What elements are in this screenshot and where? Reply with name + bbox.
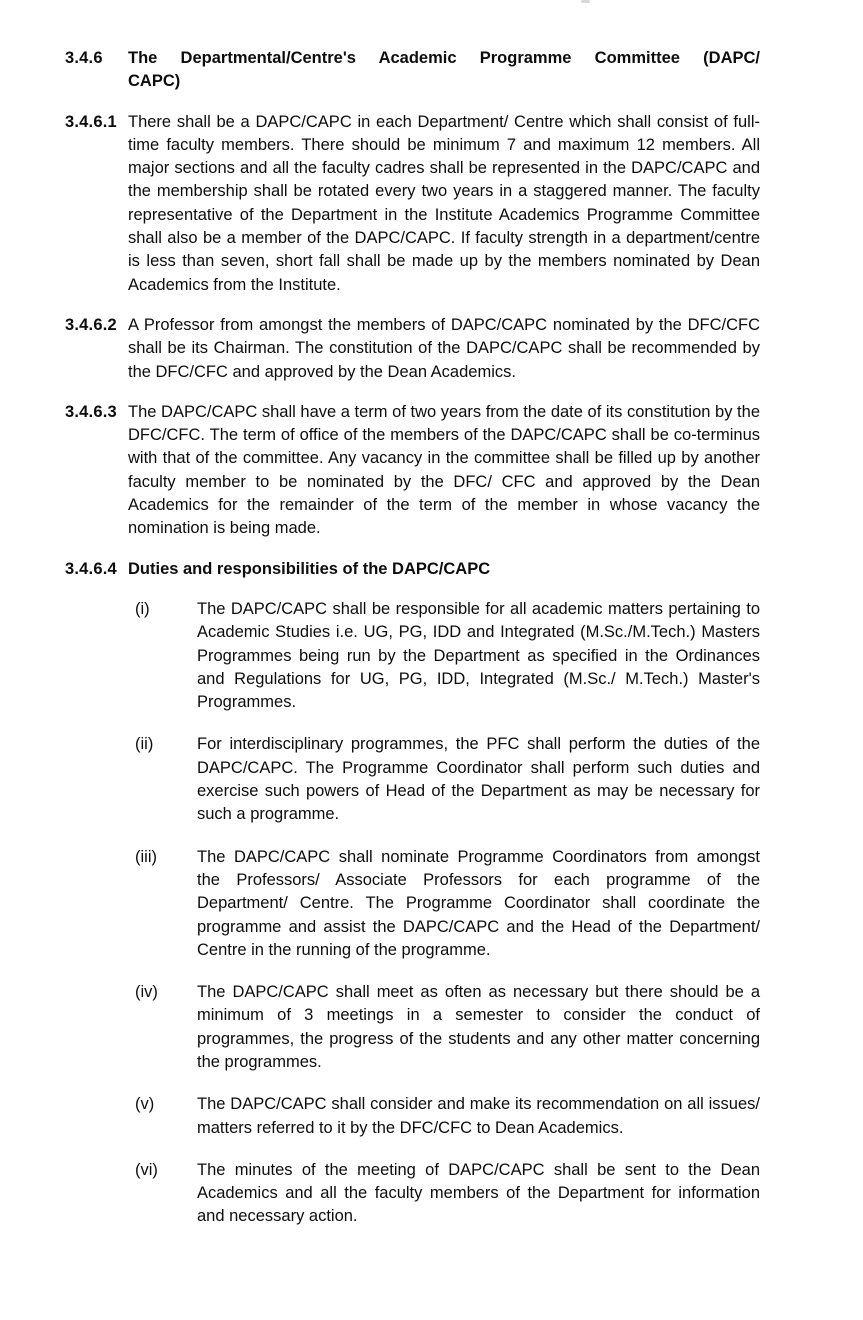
clause-number: 3.4.6.2 [65, 315, 117, 334]
duty-item-ii [128, 733, 760, 826]
duty-marker: (iv) [135, 983, 158, 1002]
duty-item-i [128, 598, 760, 714]
duty-item-iv [128, 981, 760, 1074]
subheading-text: Duties and responsibilities of the DAPC/CAPC [128, 559, 491, 578]
duty-item-iii [128, 846, 760, 962]
clause-number: 3.4.6.1 [65, 112, 117, 131]
clause-3-4-6-4-subheading [65, 558, 760, 581]
duty-marker: (vi) [135, 1160, 158, 1179]
duty-text: The DAPC/CAPC shall nominate Programme Coordinators from amongst the Professors/ Associate Professors for each programme of the Department/ Centre. The Programme Coordinator shall coordinate the programme and assist the DAPC/CAPC and the Head of the Department/ Centre in the running of the programme. [197, 847, 760, 959]
duty-text: The DAPC/CAPC shall consider and make its recommendation on all issues/ matters referred to it by the DFC/CFC to Dean Academics. [197, 1095, 760, 1137]
clause-3-4-6-1 [65, 111, 760, 297]
clause-text: There shall be a DAPC/CAPC in each Department/ Centre which shall consist of full-time faculty members. There should be minimum 7 and maximum 12 members. All major sections and all the faculty cadres shall be represented in the DAPC/CAPC and the membership shall be rotated every two years in a staggered manner. The faculty representative of the Department in the Institute Academics Programme Committee shall also be a member of the DAPC/CAPC. If faculty strength in a department/centre is less than seven, short fall shall be made up by the members nominated by Dean Academics from the Institute. [128, 112, 760, 294]
heading-line-2: CAPC) [128, 72, 181, 91]
clause-text: The DAPC/CAPC shall have a term of two years from the date of its constitution by the DFC/CFC. The term of office of the members of the DAPC/CAPC shall be co-terminus with that of the committee. Any vacancy in the committee shall be filled up by another faculty member to be nominated by the DFC/ CFC and approved by the Dean Academics for the remainder of the term of the member in whose vacancy the nomination is being made. [128, 402, 760, 538]
duty-item-v [128, 1093, 760, 1140]
clause-number: 3.4.6 [65, 49, 103, 67]
section-heading [65, 47, 760, 94]
duty-text: The minutes of the meeting of DAPC/CAPC shall be sent to the Dean Academics and all the faculty members of the Department for information and necessary action. [197, 1160, 760, 1226]
heading-text [128, 47, 760, 94]
clause-text: A Professor from amongst the members of DAPC/CAPC nominated by the DFC/CFC shall be its Chairman. The constitution of the DAPC/CAPC shall be recommended by the DFC/CFC and approved by the Dean Academics. [128, 315, 760, 381]
duty-marker: (i) [135, 599, 150, 618]
duty-text: The DAPC/CAPC shall be responsible for all academic matters pertaining to Academic Studies i.e. UG, PG, IDD and Integrated (M.Sc./M.Tech.) Masters Programmes being run by the Department as specified in the Ordinances and Regulations for UG, PG, IDD, Integrated (M.Sc./ M.Tech.) Master's Programmes. [197, 599, 760, 712]
clause-number: 3.4.6.4 [65, 559, 117, 578]
duty-item-vi [128, 1159, 760, 1229]
heading-line-1: The Departmental/Centre's Academic Programme Committee (DAPC/ [128, 49, 760, 67]
clause-number: 3.4.6.3 [65, 402, 117, 421]
duties-list [128, 598, 760, 1229]
clause-3-4-6-3 [65, 401, 760, 541]
document-content [65, 47, 760, 1248]
duty-marker: (iii) [135, 847, 157, 866]
scan-artifact [581, 0, 590, 3]
duty-text: For interdisciplinary programmes, the PFC shall perform the duties of the DAPC/CAPC. The Programme Coordinator shall perform such duties and exercise such powers of Head of the Department as may be necessary for such a programme. [197, 735, 760, 824]
duty-text: The DAPC/CAPC shall meet as often as necessary but there should be a minimum of 3 meetings in a semester to consider the conduct of programmes, the progress of the students and any other matter concerning the programmes. [197, 983, 760, 1071]
clause-3-4-6-2 [65, 314, 760, 384]
duty-marker: (ii) [135, 735, 154, 754]
duty-marker: (v) [135, 1095, 155, 1114]
